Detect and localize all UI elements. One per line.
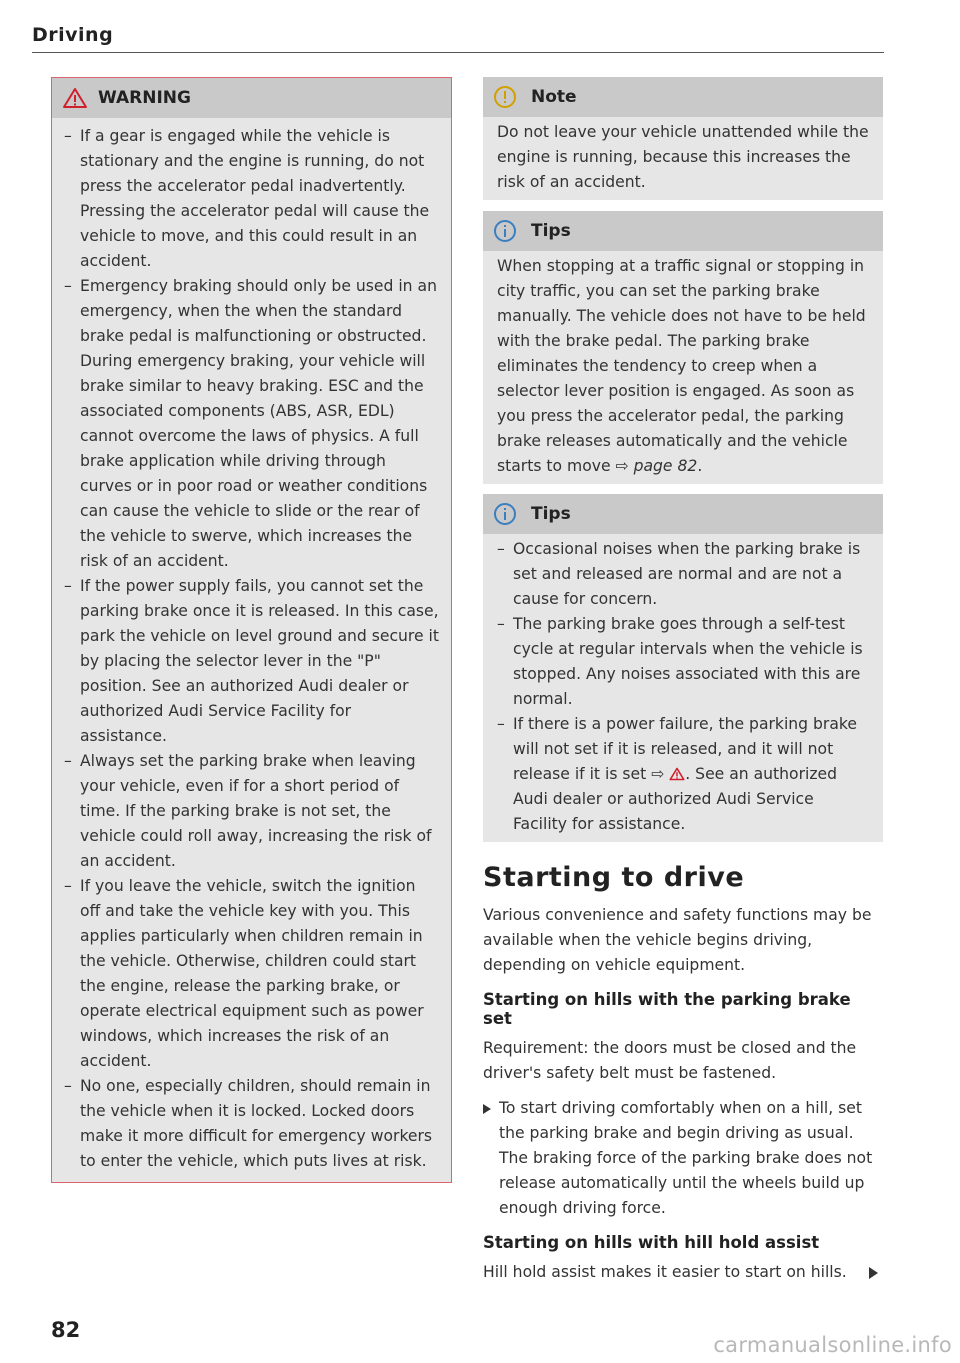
warning-triangle-icon [62,87,88,109]
tips-header [483,211,883,251]
warning-item: – If you leave the vehicle, switch the ignition off and take the vehicle key with you. This applies particularly when children remain in the vehicle. Otherwise, children could start the engine, release the parking brake, or operate electrical equipment such as power windows, which increases the risk of an accident. [64,874,439,1074]
tips-title: Tips [531,221,571,241]
note-box [483,77,883,200]
tips-box [483,211,883,484]
page-reference-link[interactable]: ⇨ page 82 [615,457,698,475]
warning-item: – Emergency braking should only be used in an emergency, when the when the standard brake pedal is malfunctioning or obstructed. During emergency braking, your vehicle will brake similar to heavy braking. ESC and the associated components (ABS, ASR, EDL) cannot overcome the laws of physics. A full brake application while driving through curves or in poor road or weather conditions can cause the vehicle to slide or the rear of the vehicle to swerve, which increases the risk of an accident. [64,274,439,574]
note-body: Do not leave your vehicle unattended while the engine is running, because this increases the risk of an accident. [497,123,869,191]
instruction-step [483,1096,883,1221]
info-circle-icon [493,502,517,526]
warning-item: – If the power supply fails, you cannot set the parking brake once it is released. In this case, park the vehicle on level ground and secure it by placing the selector lever in the "P" position. See an authorized Audi dealer or authorized Audi Service Facility for assistance. [64,574,439,749]
tips-text: When stopping at a traffic signal or stopping in city traffic, you can set the parking brake manually. The vehicle does not have to be held with the brake pedal. The parking brake eliminates the tendency to creep when a selector lever position is engaged. As soon as you press the accelerator pedal, the parking brake releases automatically and the vehicle starts to move [497,257,866,475]
warning-body [52,118,451,1182]
tips-item-text: If there is a power failure, the parking brake will not set if it is released, and it will not release if it is set [513,715,857,783]
requirement-text: Requirement: the doors must be closed and the driver's safety belt must be fastened. [483,1039,857,1082]
tips-item: – The parking brake goes through a self-test cycle at regular intervals when the vehicle is stopped. Any noises associated with this are normal. [497,612,869,712]
tips-header-2 [483,494,883,534]
tips-body-2 [483,534,883,842]
tips-list [497,537,869,837]
tips-item [497,712,869,837]
hill-hold-text: Hill hold assist makes it easier to start on hills. [483,1260,883,1285]
warning-triangle-icon [669,767,685,781]
tips-body [483,251,883,484]
warning-header [52,78,451,118]
exclamation-circle-icon [493,85,517,109]
warning-box [51,77,452,1183]
note-header [483,77,883,117]
tips-item: – Occasional noises when the parking brake is set and released are normal and are not a cause for concern. [497,537,869,612]
tips-box-2 [483,494,883,842]
warning-item: – No one, especially children, should remain in the vehicle when it is locked. Locked doors make it more difficult for emergency workers to enter the vehicle, which puts lives at risk. [64,1074,439,1174]
watermark-text: carmanualsonline.info [713,1333,952,1357]
page-number: 82 [51,1318,81,1342]
page-header-title: Driving [32,24,114,46]
warning-item: – Always set the parking brake when leaving your vehicle, even if for a short period of time. If the parking brake is not set, the vehicle could roll away, increasing the risk of an accident. [64,749,439,874]
info-circle-icon [493,219,517,243]
section-intro: Various convenience and safety functions may be available when the vehicle begins driving, depending on vehicle equipment. [483,906,872,974]
continue-arrow-icon [869,1267,878,1279]
warning-title: WARNING [98,88,191,108]
step-bullet-icon [483,1104,491,1114]
subsection-title-hill-hold: Starting on hills with hill hold assist [483,1233,820,1252]
tips-title-2: Tips [531,504,571,524]
header-divider [32,52,884,53]
warning-item: – If a gear is engaged while the vehicle is stationary and the engine is running, do not press the accelerator pedal inadvertently. Pressing the accelerator pedal will cause the vehicle to move, and this could result in an accident. [64,124,439,274]
note-title: Note [531,87,577,107]
tips-text-end: . [697,457,703,475]
step-text: To start driving comfortably when on a hill, set the parking brake and begin driving as usual. The braking force of the parking brake does not release automatically until the wheels build up enough driving force. [499,1099,873,1217]
left-column [51,77,452,1183]
right-column [483,77,883,1285]
subsection-title-parking-brake: Starting on hills with the parking brake set [483,990,851,1028]
tips-item-text-end: . See an authorized Audi dealer or authorized Audi Service Facility for assistance. [513,765,838,833]
warning-list [64,124,439,1174]
section-title: Starting to drive [483,862,745,893]
warning-reference-link[interactable]: ⇨ [651,765,665,783]
